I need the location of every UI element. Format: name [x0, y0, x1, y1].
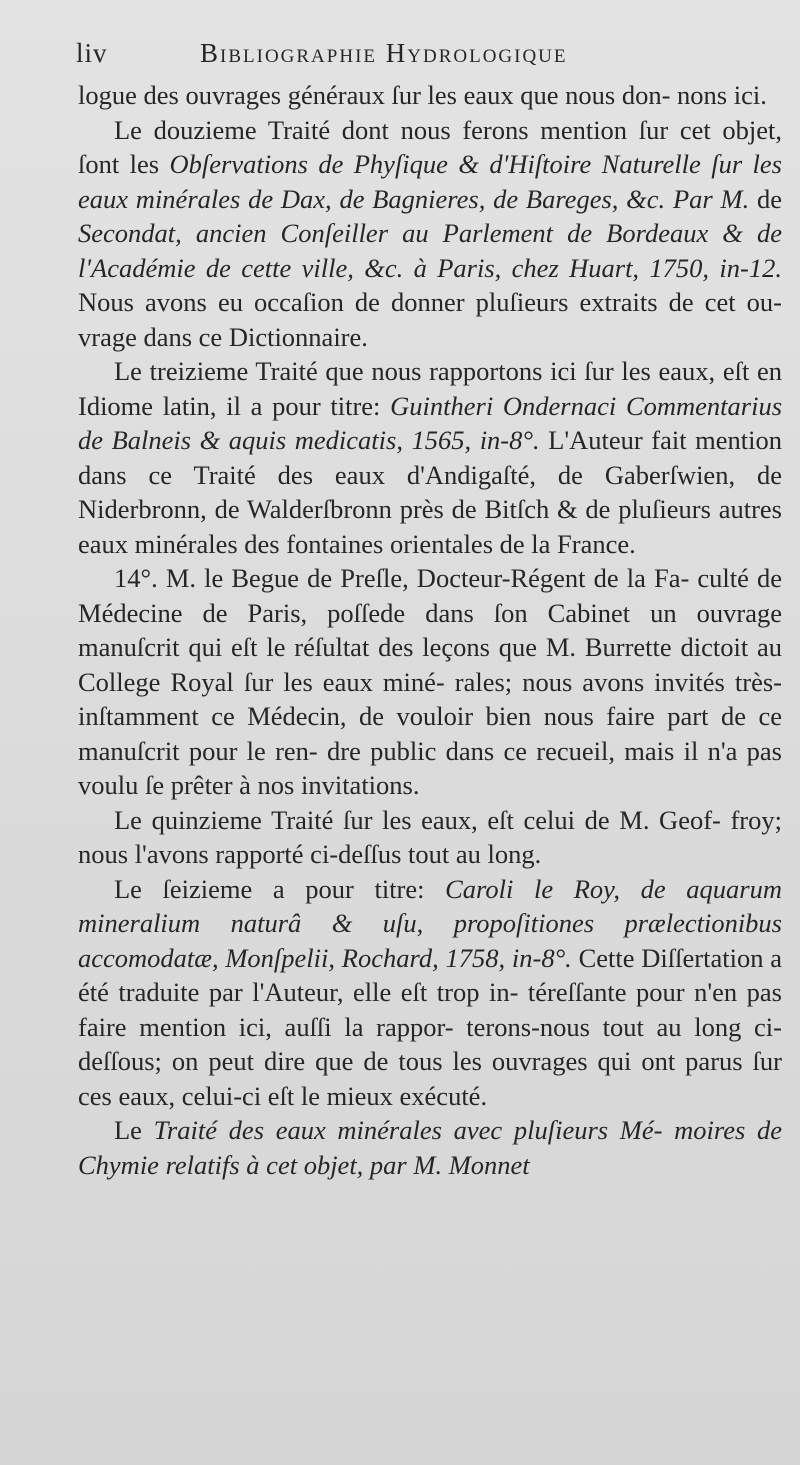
italic-title: Guintheri Ondernaci Commentarius de Balneis & aquis medicatis, 1565, in-8°. [78, 390, 783, 455]
paragraph-5 [78, 803, 782, 872]
text-segment: Le [114, 1115, 154, 1145]
paragraph-4 [78, 561, 782, 803]
italic-title: Secondat, ancien Conſeiller au Parlement de Bordeaux & de l'Académie de cette ville, &c. à Paris, chez Huart, 1750, in-12. [78, 218, 782, 283]
text-segment: Le douzieme Traité dont nous ferons mention ſur cet objet, ſont les [78, 114, 782, 179]
page-number: liv [76, 38, 108, 68]
text-segment: L'Auteur fait mention dans ce Traité des eaux d'Andigaſté, de Gaberſwien, de Niderbronn, de Walderſbronn près de Bitſch & de pluſieurs autres eaux minérales des fontaines orientales de la France. [78, 425, 782, 559]
page-header [76, 38, 776, 78]
text-segment: de [749, 183, 782, 214]
text-segment: Le ſeizieme a pour titre: [114, 873, 446, 904]
text-segment: Le treizieme Traité que nous rapportons ici ſur les eaux, eſt en Idiome latin, il a pour titre: [78, 356, 782, 421]
paragraph-2 [78, 113, 782, 355]
running-title: Bibliographie Hydrologique [200, 38, 568, 68]
body-text [78, 78, 782, 1182]
text-segment: Le quinzieme Traité ſur les eaux, eſt celui de M. Geof- froy; nous l'avons rapporté ci-deſſus tout au long. [78, 804, 782, 869]
paragraph-3 [78, 354, 782, 561]
italic-title: Caroli le Roy, de aquarum mineralium naturâ & uſu, propoſitiones prælectionibus accomodatæ, Monſpelii, Rochard, 1758, in-8°. [78, 873, 782, 973]
text-segment: Cette Diſſertation a été traduite par l'Auteur, elle eſt trop in- téreſſante pour n'en pas faire mention ici, auſſi la rappor- terons-nous tout au long ci-deſſous; on peut dire que de tous les ouvrages qui ont parus ſur ces eaux, celui-ci eſt le mieux exécuté. [78, 942, 782, 1111]
italic-title: Obſervations de Phyſique & d'Hiſtoire Naturelle ſur les eaux minérales de Dax, de Bagnieres, de Bareges, &c. Par M. [78, 149, 782, 214]
text-segment: Nous avons eu occaſion de donner pluſieurs extraits de cet ou- vrage dans ce Dictionnaire. [78, 287, 782, 352]
paragraph-6 [78, 872, 782, 1114]
paragraph-7 [78, 1113, 782, 1182]
italic-title: Traité des eaux minérales avec pluſieurs Mé- moires de Chymie relatifs à cet objet, par M. Monnet [78, 1115, 783, 1180]
paragraph-1 [78, 78, 782, 113]
text-segment: logue des ouvrages généraux ſur les eaux que nous don- nons ici. [78, 80, 767, 110]
text-segment: 14°. M. le Begue de Preſle, Docteur-Régent de la Fa- culté de Médecine de Paris, poſſede dans ſon Cabinet un ouvrage manuſcrit qui eſt le réſultat des leçons que M. Burrette dictoit au College Royal ſur les eaux miné- rales; nous avons invités très-inſtamment ce Médecin, de vouloir bien nous faire part de ce manuſcrit pour le ren- dre public dans ce recueil, mais il n'a pas voulu ſe prêter à nos invitations. [78, 563, 782, 800]
